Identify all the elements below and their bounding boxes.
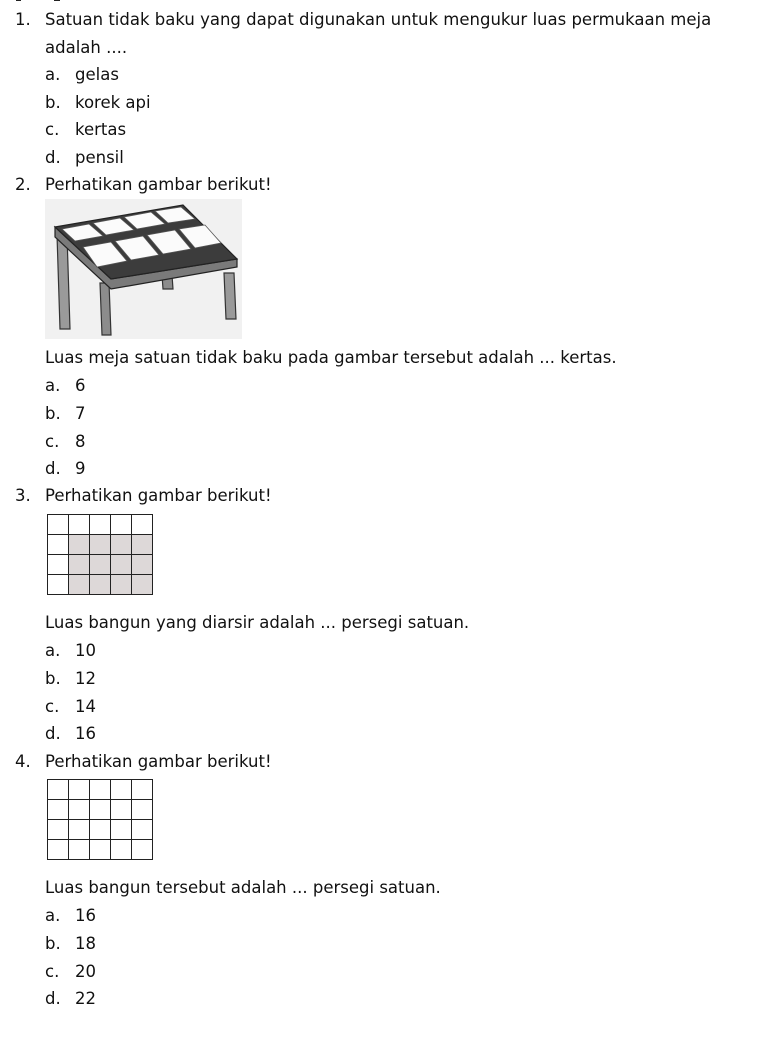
question-4-caption: Luas bangun tersebut adalah ... persegi satuan. [45,878,441,897]
grid-cell [132,515,153,535]
grid-cell-shaded [111,535,132,555]
grid-cell [48,820,69,840]
question-3-caption: Luas bangun yang diarsir adalah ... persegi satuan. [45,613,470,632]
q4-option-d-text: 22 [75,989,96,1008]
q2-option-b-text: 7 [75,404,86,423]
q4-option-a-letter: a. [45,906,61,925]
q1-option-b-text: korek api [75,93,151,112]
q1-option-a-text: gelas [75,65,119,84]
q1-option-a-letter: a. [45,65,61,84]
question-2-prompt: Perhatikan gambar berikut! [45,175,272,194]
question-2-number: 2. [15,175,31,194]
grid-cell-shaded [69,555,90,575]
question-3-prompt: Perhatikan gambar berikut! [45,486,272,505]
grid-cell [48,515,69,535]
q2-option-a-text: 6 [75,376,86,395]
grid-cell [48,535,69,555]
q4-option-c-letter: c. [45,962,60,981]
grid-cell [111,800,132,820]
q3-option-a-text: 10 [75,641,96,660]
question-3-number: 3. [15,486,31,505]
q2-option-b-letter: b. [45,404,61,423]
grid-cell [48,780,69,800]
unit-grid-figure [47,779,153,860]
q3-option-d-letter: d. [45,724,61,743]
grid-cell [69,840,90,860]
q3-option-c-text: 14 [75,697,96,716]
grid-cell [90,820,111,840]
grid-cell [69,820,90,840]
q1-option-c-text: kertas [75,120,127,139]
q1-option-d-letter: d. [45,148,61,167]
q4-option-d-letter: d. [45,989,61,1008]
grid-cell-shaded [90,555,111,575]
q3-option-b-letter: b. [45,669,61,688]
q4-option-b-text: 18 [75,934,96,953]
grid-cell [69,515,90,535]
grid-cell [111,780,132,800]
q2-option-c-text: 8 [75,432,86,451]
grid-cell [48,555,69,575]
q3-option-c-letter: c. [45,697,60,716]
grid-cell [111,515,132,535]
grid-cell-shaded [111,555,132,575]
question-4-number: 4. [15,752,31,771]
grid-cell [48,575,69,595]
grid-cell-shaded [111,575,132,595]
grid-cell-shaded [69,535,90,555]
q4-option-a-text: 16 [75,906,96,925]
question-1-text-line-1: Satuan tidak baku yang dapat digunakan untuk mengukur luas permukaan meja [45,10,712,29]
table-with-paper-sheets-image [45,199,242,339]
grid-cell [111,820,132,840]
shaded-grid-figure [47,514,153,595]
q2-option-a-letter: a. [45,376,61,395]
grid-cell-shaded [90,575,111,595]
grid-cell [48,800,69,820]
grid-cell [90,515,111,535]
q1-option-d-text: pensil [75,148,124,167]
grid-cell [132,840,153,860]
grid-cell [48,840,69,860]
q2-option-c-letter: c. [45,432,60,451]
grid-cell [132,820,153,840]
grid-cell [90,800,111,820]
grid-cell-shaded [132,535,153,555]
q1-option-b-letter: b. [45,93,61,112]
grid-cell [111,840,132,860]
q2-option-d-letter: d. [45,459,61,478]
grid-cell [69,780,90,800]
grid-cell [90,780,111,800]
grid-cell [132,800,153,820]
q1-option-c-letter: c. [45,120,60,139]
q4-option-c-text: 20 [75,962,96,981]
grid-cell [90,840,111,860]
question-1-number: 1. [15,10,31,29]
grid-cell [69,800,90,820]
q4-option-b-letter: b. [45,934,61,953]
grid-cell-shaded [132,555,153,575]
question-4-prompt: Perhatikan gambar berikut! [45,752,272,771]
q3-option-a-letter: a. [45,641,61,660]
question-1-text-line-2: adalah .... [45,38,128,57]
grid-cell [132,780,153,800]
cropped-text-fragment [16,0,76,2]
q3-option-d-text: 16 [75,724,96,743]
grid-cell-shaded [90,535,111,555]
grid-cell-shaded [132,575,153,595]
question-2-caption: Luas meja satuan tidak baku pada gambar tersebut adalah ... kertas. [45,348,617,367]
grid-cell-shaded [69,575,90,595]
q3-option-b-text: 12 [75,669,96,688]
q2-option-d-text: 9 [75,459,86,478]
